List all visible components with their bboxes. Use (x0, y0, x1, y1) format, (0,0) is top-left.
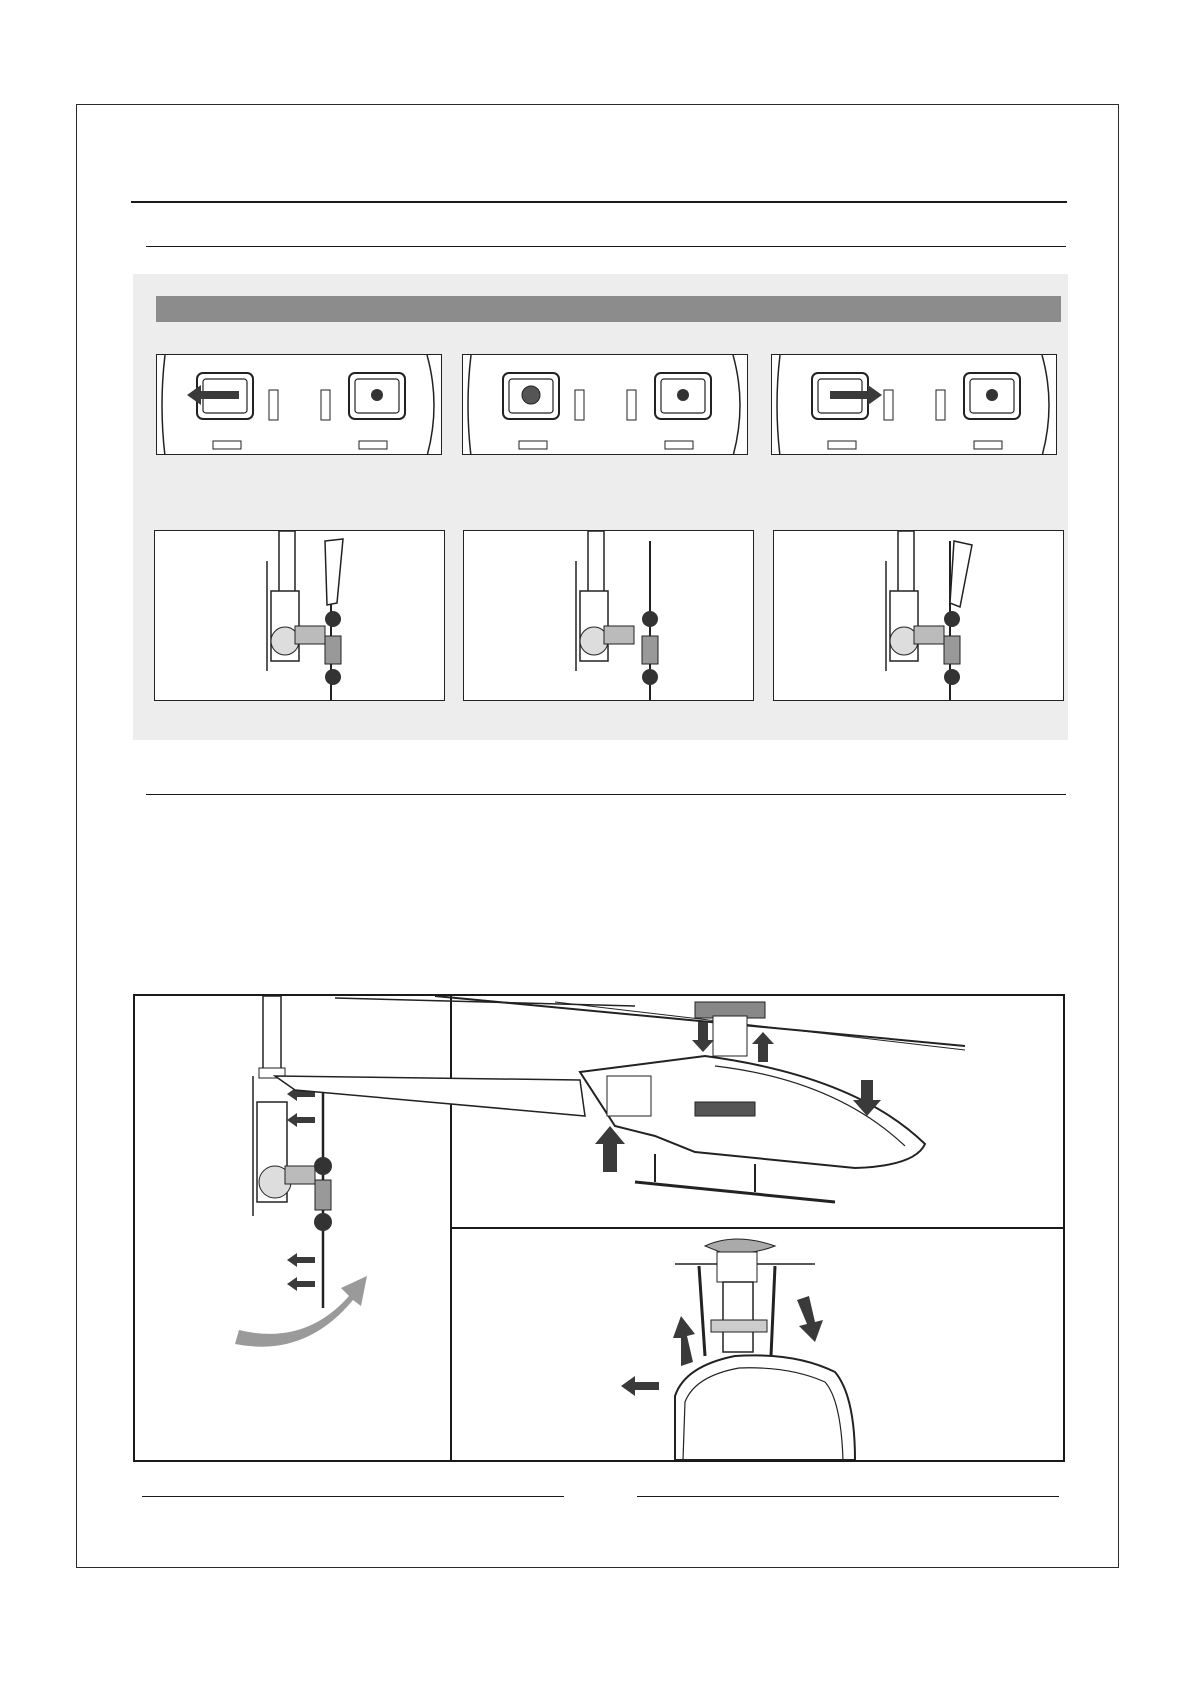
arrow-up-icon (752, 1032, 774, 1062)
rotor-view-left (154, 530, 445, 701)
arrow-up-icon (673, 1316, 695, 1366)
assembly-figure (133, 994, 1065, 1462)
arrow-down-icon (692, 1022, 714, 1052)
section-rule-1 (146, 246, 1066, 247)
arrow-left-icon (287, 1087, 315, 1291)
header-rule (131, 201, 1067, 203)
arrow-left-icon (621, 1376, 659, 1396)
transmitter-panel-left (156, 354, 442, 455)
section-rule-2 (146, 794, 1066, 795)
footer-rule-right (637, 1496, 1059, 1497)
rotor-view-center (463, 530, 754, 701)
transmitter-panel-center (462, 354, 748, 455)
rotor-head-front-view (675, 1239, 855, 1460)
figure-header-bar (156, 296, 1061, 322)
arrow-up-icon (595, 1126, 625, 1172)
arrow-down-icon (797, 1296, 823, 1342)
transmitter-panel-right (771, 354, 1057, 455)
footer-rule-left (142, 1496, 564, 1497)
rotor-view-right (773, 530, 1064, 701)
